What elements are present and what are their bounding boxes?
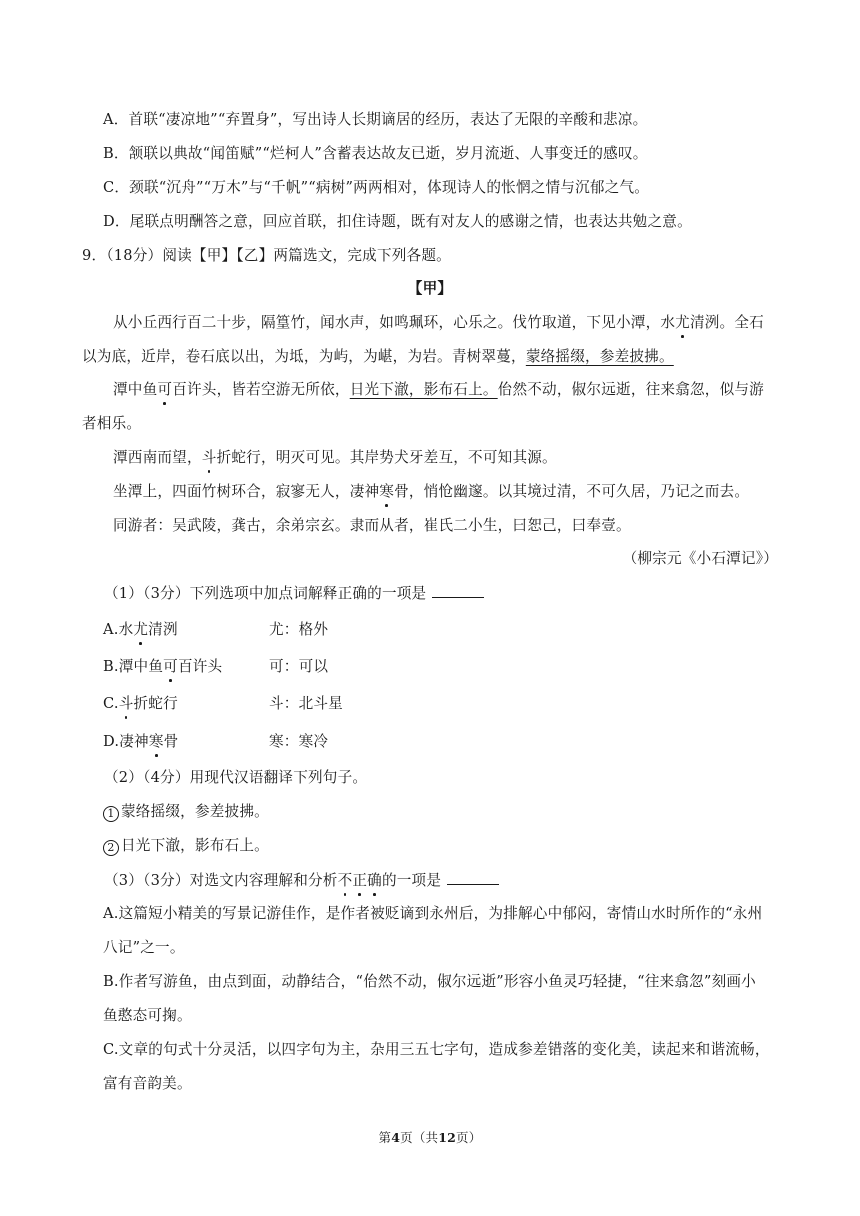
text: 百许头，皆若空游无所依， bbox=[172, 381, 350, 398]
text: D.凄神 bbox=[103, 733, 149, 750]
sub3-option-a-line1: A.这篇短小精美的写景记游佳作，是作者被贬谪到永州后，为排解心中郁闷，寄情山水时所作的“永州 bbox=[103, 905, 763, 922]
answer-blank[interactable] bbox=[447, 870, 499, 885]
dotted-char: 寒 bbox=[148, 733, 164, 750]
passage-p3 bbox=[0, 448, 860, 468]
text: C. bbox=[103, 695, 119, 712]
text: （1）（3分）下列选项中加点词解释正确的一项是 bbox=[104, 585, 427, 602]
sub2-stem: （2）（4分）用现代汉语翻译下列句子。 bbox=[104, 769, 368, 786]
underlined-sentence: 日光下澈，影布石上。 bbox=[349, 381, 498, 398]
passage-p1-line1 bbox=[0, 313, 860, 333]
passage-p5: 同游者：吴武陵，龚古，余弟宗玄。隶而从者，崔氏二小生，曰恕己，曰奉壹。 bbox=[113, 517, 631, 534]
text: 潭西南而望， bbox=[113, 449, 202, 466]
sub3-option-b-line1: B.作者写游鱼，由点到面，动静结合，“佁然不动，俶尔远逝”形容小鱼灵巧轻捷，“往来翕忽”刻画小 bbox=[103, 973, 756, 990]
sub1-stem bbox=[0, 583, 860, 604]
text: 第 bbox=[378, 1130, 392, 1145]
passage-p4 bbox=[0, 482, 860, 502]
text: 折蛇行，明灭可见。其岸势犬牙差互，不可知其源。 bbox=[216, 449, 557, 466]
text: 蒙络摇缀，参差披拂。 bbox=[121, 803, 269, 820]
page-number: 4 bbox=[391, 1130, 401, 1145]
dotted-char: 不 bbox=[337, 872, 353, 889]
dotted-char: 斗 bbox=[118, 695, 134, 712]
passage-source: （柳宗元《小石潭记》） bbox=[622, 550, 778, 567]
text: 清洌。全石 bbox=[689, 314, 764, 331]
sub3-option-b-line2: 鱼憨态可掬。 bbox=[103, 1007, 192, 1024]
sub3-option-c-line2: 富有音韵美。 bbox=[103, 1075, 192, 1092]
jia-heading: 【甲】 bbox=[407, 280, 453, 297]
dotted-char: 斗 bbox=[201, 449, 217, 466]
passage-p1-line2 bbox=[0, 347, 860, 367]
dotted-char: 尤 bbox=[133, 621, 149, 638]
dotted-char: 寒 bbox=[379, 483, 395, 500]
passage-p2-line1 bbox=[0, 380, 860, 400]
underlined-sentence: 蒙络摇缀，参差披拂。 bbox=[525, 348, 674, 365]
text: 坐潭上，四面竹树环合，寂寥无人，凄神 bbox=[113, 483, 380, 500]
sub3-stem bbox=[0, 870, 860, 891]
sub2-item-1 bbox=[0, 802, 860, 822]
text: （3）（3分）对选文内容理解和分析 bbox=[104, 872, 338, 889]
page-footer bbox=[0, 1128, 860, 1148]
text: 日光下澈，影布石上。 bbox=[121, 837, 269, 854]
text: 以为底，近岸，卷石底以出，为坻，为屿，为嵁，为岩。青树翠蔓， bbox=[82, 348, 526, 365]
text: 折蛇行 bbox=[133, 695, 178, 712]
sub2-item-2 bbox=[0, 836, 860, 856]
text: A.水 bbox=[103, 621, 134, 638]
dotted-char: 可 bbox=[157, 381, 173, 398]
text: B.潭中鱼 bbox=[103, 658, 164, 675]
sub1-option-b-explain: 可：可以 bbox=[269, 658, 329, 675]
text: 骨 bbox=[163, 733, 179, 750]
sub1-option-c-explain: 斗：北斗星 bbox=[269, 695, 343, 712]
sub1-option-b bbox=[103, 657, 222, 677]
text: 从小丘西行百二十步，隔篁竹，闻水声，如鸣珮环，心乐之。伐竹取道，下见小潭，水 bbox=[113, 314, 676, 331]
sub3-option-c-line1: C.文章的句式十分灵活，以四字句为主，杂用三五七字句，造成参差错落的变化美，读起来和谐流畅， bbox=[103, 1041, 770, 1058]
dotted-char: 确 bbox=[367, 872, 382, 889]
text: 页） bbox=[456, 1130, 482, 1145]
q8-option-d: D．尾联点明酬答之意，回应首联，扣住诗题，既有对友人的感谢之情，也表达共勉之意。 bbox=[103, 213, 692, 230]
page-total: 12 bbox=[438, 1130, 457, 1145]
sub1-option-a-explain: 尤：格外 bbox=[269, 621, 329, 638]
q9-stem: 9．（18分）阅读【甲】【乙】两篇选文，完成下列各题。 bbox=[82, 247, 451, 264]
text: 清洌 bbox=[148, 621, 178, 638]
text: 的一项是 bbox=[381, 872, 442, 889]
circled-number: 2 bbox=[103, 840, 119, 856]
dotted-char: 尤 bbox=[675, 314, 690, 331]
sub1-option-d-explain: 寒：寒冷 bbox=[269, 733, 329, 750]
text: 页（共 bbox=[400, 1130, 439, 1145]
dotted-char: 可 bbox=[163, 658, 178, 675]
sub1-option-d bbox=[103, 732, 178, 752]
sub1-option-c bbox=[103, 694, 178, 714]
text: 骨，悄怆幽邃。以其境过清，不可久居，乃记之而去。 bbox=[394, 483, 750, 500]
sub1-option-a bbox=[103, 620, 178, 640]
q8-option-b: B．颔联以典故“闻笛赋”“烂柯人”含蓄表达故友已逝，岁月流逝、人事变迁的感叹。 bbox=[103, 145, 648, 162]
q8-option-c: C．颈联“沉舟”“万木”与“千帆”“病树”两两相对，体现诗人的怅惘之情与沉郁之气。 bbox=[103, 179, 650, 196]
dotted-char: 正 bbox=[352, 872, 368, 889]
circled-number: 1 bbox=[103, 806, 119, 822]
text: 佁然不动，俶尔远逝，往来翕忽，似与游 bbox=[497, 381, 764, 398]
passage-p2-line2: 者相乐。 bbox=[82, 415, 142, 432]
text: 百许头 bbox=[177, 658, 223, 675]
q8-option-a: A．首联“凄凉地”“弃置身”，写出诗人长期谪居的经历，表达了无限的辛酸和悲凉。 bbox=[103, 111, 648, 128]
answer-blank[interactable] bbox=[432, 583, 484, 598]
sub3-option-a-line2: 八记”之一。 bbox=[103, 939, 185, 956]
text: 潭中鱼 bbox=[113, 381, 158, 398]
